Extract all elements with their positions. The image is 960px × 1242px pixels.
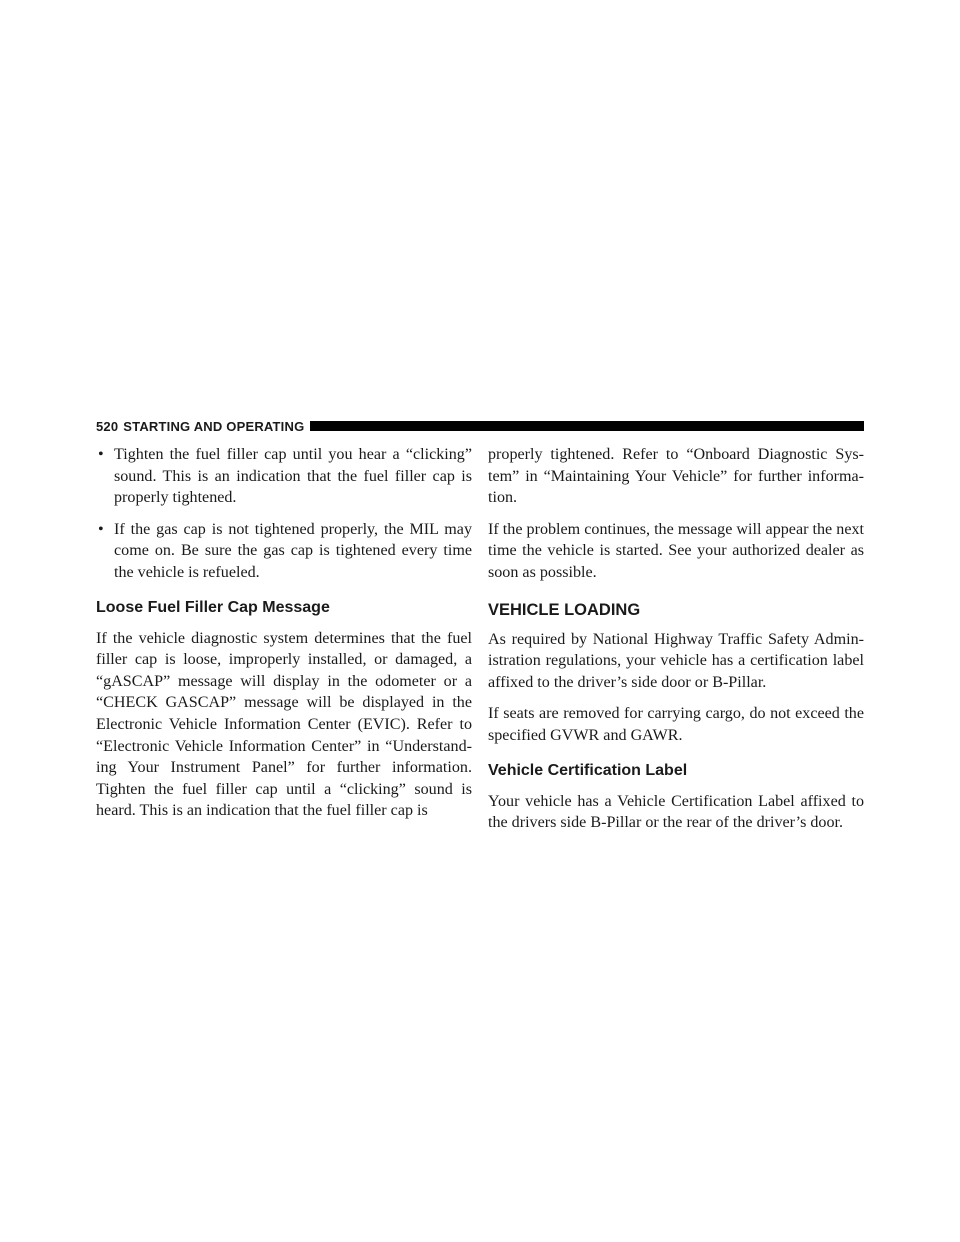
vehicle-loading-heading: VEHICLE LOADING <box>488 600 641 619</box>
header-rule <box>310 421 864 431</box>
bullet-text: Tighten the fuel filler cap until you hear a “clicking” sound. This is an indication that the fuel filler cap is properly tightened. <box>114 446 472 507</box>
page-header <box>96 418 864 434</box>
section-title: STARTING AND OPERATING <box>123 418 305 434</box>
certification-label-heading: Vehicle Certification Label <box>488 761 688 779</box>
page-number: 520 <box>96 418 119 434</box>
right-column <box>488 444 864 844</box>
loose-cap-paragraph: If the vehicle diagnostic system determines that the fuel filler cap is loose, improperly installed, or damaged, a “gASCAP” message will display in the odometer or a “CHECK GASCAP” message will be displayed in the Electronic Vehicle Information Center (EVIC). Refer to “Electronic Vehicle Information Center” in “Understand-ing Your Instrument Panel” for further information. Tighten the fuel filler cap until a “clicking” sound is heard. This is an indication that the fuel filler cap is <box>96 629 472 820</box>
bullet-icon: • <box>98 520 104 538</box>
bullet-icon: • <box>98 446 104 463</box>
certification-label-paragraph: Your vehicle has a Vehicle Certification Label affixed to the drivers side B-Pillar or the rear of the driver’s door. <box>488 792 864 832</box>
loose-cap-heading: Loose Fuel Filler Cap Message <box>96 598 330 616</box>
seats-paragraph: If seats are removed for carrying cargo, do not exceed the specified GVWR and GAWR. <box>488 705 864 744</box>
bullet-item <box>96 519 472 584</box>
bullet-item <box>96 444 472 509</box>
left-column <box>96 444 472 832</box>
problem-paragraph: If the problem continues, the message will appear the next time the vehicle is started. See your authorized dealer as soon as possible. <box>488 520 864 581</box>
loading-paragraph: As required by National Highway Traffic Safety Admin-istration regulations, your vehicle has a certification label affixed to the driver’s side door or B-Pillar. <box>488 630 864 691</box>
continuation-paragraph: properly tightened. Refer to “Onboard Diagnostic Sys-tem” in “Maintaining Your Vehicle” for further informa-tion. <box>488 446 864 507</box>
bullet-text: If the gas cap is not tightened properly, the MIL may come on. Be sure the gas cap is tightened every time the vehicle is refueled. <box>114 520 472 581</box>
